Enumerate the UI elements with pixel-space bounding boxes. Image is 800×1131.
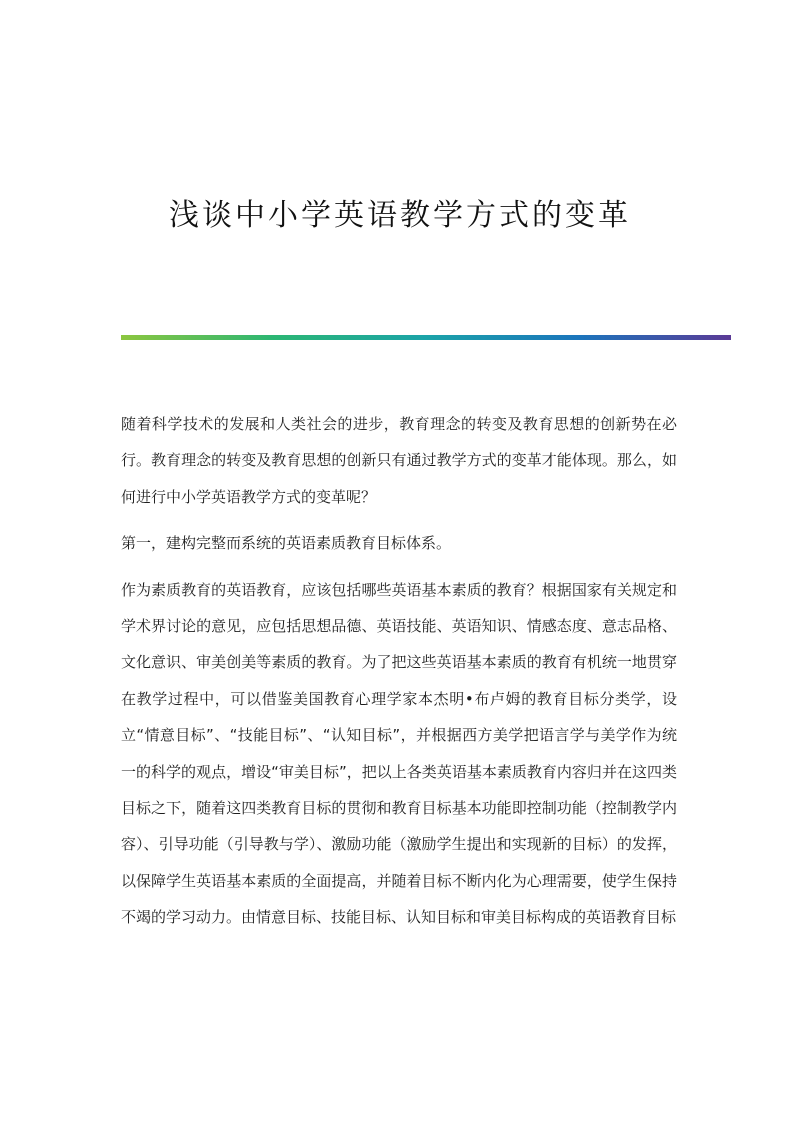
gradient-divider (121, 335, 731, 340)
paragraph-section-heading: 第一，建构完整而系统的英语素质教育目标体系。 (121, 534, 452, 553)
document-body (121, 406, 677, 946)
paragraph-intro: 随着科学技术的发展和人类社会的进步，教育理念的转变及教育思想的创新势在必行。教育理念的转变及教育思想的创新只有通过教学方式的变革才能体现。那么，如何进行中小学英语教学方式的变革呢？ (121, 415, 677, 506)
paragraph-main: 作为素质教育的英语教育，应该包括哪些英语基本素质的教育？根据国家有关规定和学术界讨论的意见，应包括思想品德、英语技能、英语知识、情感态度、意志品格、文化意识、审美创美等素质的教育。为了把这些英语基本素质的教育有机统一地贯穿在教学过程中，可以借鉴美国教育心理学家本杰明•布卢姆的教育目标分类学，设立“情意目标”、“技能目标”、“认知目标”，并根据西方美学把语言学与美学作为统一的科学的观点，增设“审美目标”，把以上各类英语基本素质教育内容归并在这四类目标之下，随着这四类教育目标的贯彻和教育目标基本功能即控制功能（控制教学内容）、引导功能（引导教与学）、激励功能（激励学生提出和实现新的目标）的发挥，以保障学生英语基本素质的全面提高，并随着目标不断内化为心理需要，使学生保持不竭的学习动力。由情意目标、技能目标、认知目标和审美目标构成的英语教育目标 (121, 580, 677, 927)
document-title: 浅谈中小学英语教学方式的变革 (169, 198, 631, 233)
